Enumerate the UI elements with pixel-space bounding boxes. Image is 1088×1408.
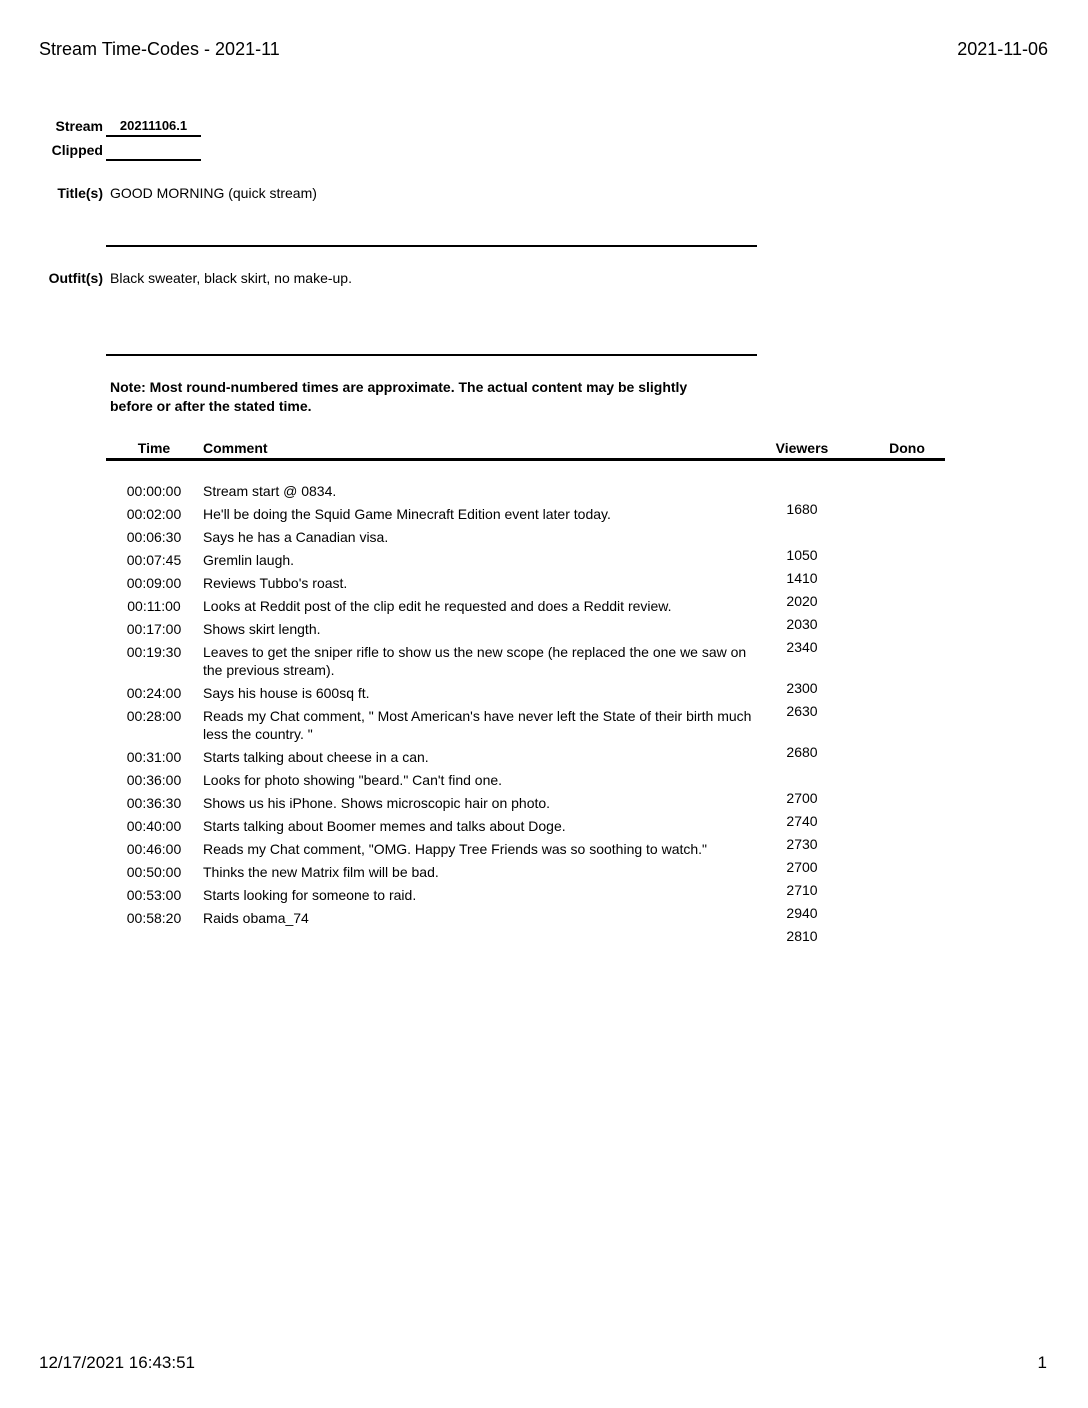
- row-viewers: 2700: [786, 859, 818, 875]
- table-header-rule: [106, 458, 945, 461]
- column-header-viewers: Viewers: [775, 440, 829, 456]
- row-time: 00:11:00: [127, 598, 181, 614]
- row-viewers: 2810: [786, 928, 818, 944]
- row-comment: Looks for photo showing "beard." Can't find one.: [203, 772, 503, 788]
- row-comment: Says his house is 600sq ft.: [203, 685, 370, 701]
- row-viewers: 2680: [786, 744, 818, 760]
- row-viewers: 2730: [786, 836, 818, 852]
- outfits-rule: [106, 354, 757, 356]
- column-header-dono: Dono: [889, 440, 925, 456]
- row-comment: Thinks the new Matrix film will be bad.: [203, 864, 439, 880]
- row-viewers: 2630: [786, 703, 818, 719]
- page-title: Stream Time-Codes - 2021-11: [39, 39, 280, 59]
- row-viewers: 2700: [786, 790, 818, 806]
- row-time: 00:02:00: [126, 506, 182, 522]
- row-time: 00:06:30: [126, 529, 182, 545]
- row-viewers: 2940: [786, 905, 818, 921]
- row-time: 00:40:00: [126, 818, 182, 834]
- approximation-note: Note: Most round-numbered times are approximate. The actual content may be slightly before or after the stated time.: [110, 379, 688, 414]
- row-viewers: 2340: [786, 639, 818, 655]
- row-time: 00:46:00: [126, 841, 182, 857]
- column-header-time: Time: [137, 440, 171, 456]
- clipped-label: Clipped: [51, 142, 103, 158]
- row-viewers: 2300: [786, 680, 818, 696]
- clipped-value: [106, 141, 201, 161]
- row-time: 00:36:30: [126, 795, 182, 811]
- row-comment: Reads my Chat comment, "OMG. Happy Tree Friends was so soothing to watch.": [203, 841, 708, 857]
- row-time: 00:07:45: [126, 552, 182, 568]
- row-time: 00:36:00: [126, 772, 182, 788]
- table-row: [106, 748, 946, 766]
- row-viewers: 2710: [786, 882, 818, 898]
- row-time: 00:24:00: [126, 685, 182, 701]
- row-time: 00:09:00: [126, 575, 182, 591]
- row-time: 00:31:00: [126, 749, 182, 765]
- outfits-label: Outfit(s): [48, 270, 103, 286]
- row-comment: Starts talking about Boomer memes and talks about Doge.: [203, 818, 566, 834]
- page-number: 1: [1037, 1353, 1047, 1372]
- row-time: 00:58:20: [126, 910, 182, 926]
- titles-rule: [106, 245, 757, 247]
- row-viewers: 2740: [786, 813, 818, 829]
- row-comment: He'll be doing the Squid Game Minecraft Edition event later today.: [203, 506, 611, 522]
- row-time: 00:50:00: [126, 864, 182, 880]
- row-viewers: 2030: [786, 616, 818, 632]
- row-comment: Reviews Tubbo's roast.: [203, 575, 348, 591]
- row-comment: Reads my Chat comment, " Most American's have never left the State of their birth much less the country. ": [203, 708, 752, 742]
- row-viewers: 1680: [786, 501, 818, 517]
- row-comment: Shows skirt length.: [203, 621, 321, 637]
- row-time: 00:53:00: [126, 887, 182, 903]
- print-timestamp: 12/17/2021 16:43:51: [39, 1353, 195, 1372]
- column-header-comment: Comment: [203, 440, 268, 456]
- stream-value: 20211106.1: [106, 117, 201, 137]
- titles-value: GOOD MORNING (quick stream): [110, 185, 317, 201]
- table-row: [106, 505, 946, 523]
- row-comment: Says he has a Canadian visa.: [203, 529, 389, 545]
- row-viewers: 1050: [786, 547, 818, 563]
- row-comment: Looks at Reddit post of the clip edit he requested and does a Reddit review.: [203, 598, 672, 614]
- row-viewers: 1410: [786, 570, 818, 586]
- row-time: 00:00:00: [126, 483, 182, 499]
- row-time: 00:17:00: [126, 621, 182, 637]
- row-viewers: 2020: [786, 593, 818, 609]
- timecode-table-body: [106, 482, 946, 944]
- row-comment: Leaves to get the sniper rifle to show us the new scope (he replaced the one we saw on the previous stream).: [203, 644, 747, 678]
- row-comment: Stream start @ 0834.: [203, 483, 337, 499]
- row-time: 00:19:30: [126, 644, 182, 660]
- outfits-value: Black sweater, black skirt, no make-up.: [110, 270, 352, 286]
- row-time: 00:28:00: [126, 708, 182, 724]
- row-comment: Raids obama_74: [203, 910, 309, 926]
- stream-label: Stream: [55, 118, 103, 134]
- row-comment: Starts looking for someone to raid.: [203, 887, 417, 903]
- header-date: 2021-11-06: [957, 39, 1048, 59]
- table-row: [106, 909, 946, 944]
- row-comment: Starts talking about cheese in a can.: [203, 749, 429, 765]
- row-comment: Shows us his iPhone. Shows microscopic hair on photo.: [203, 795, 551, 811]
- titles-label: Title(s): [57, 185, 103, 201]
- row-comment: Gremlin laugh.: [203, 552, 295, 568]
